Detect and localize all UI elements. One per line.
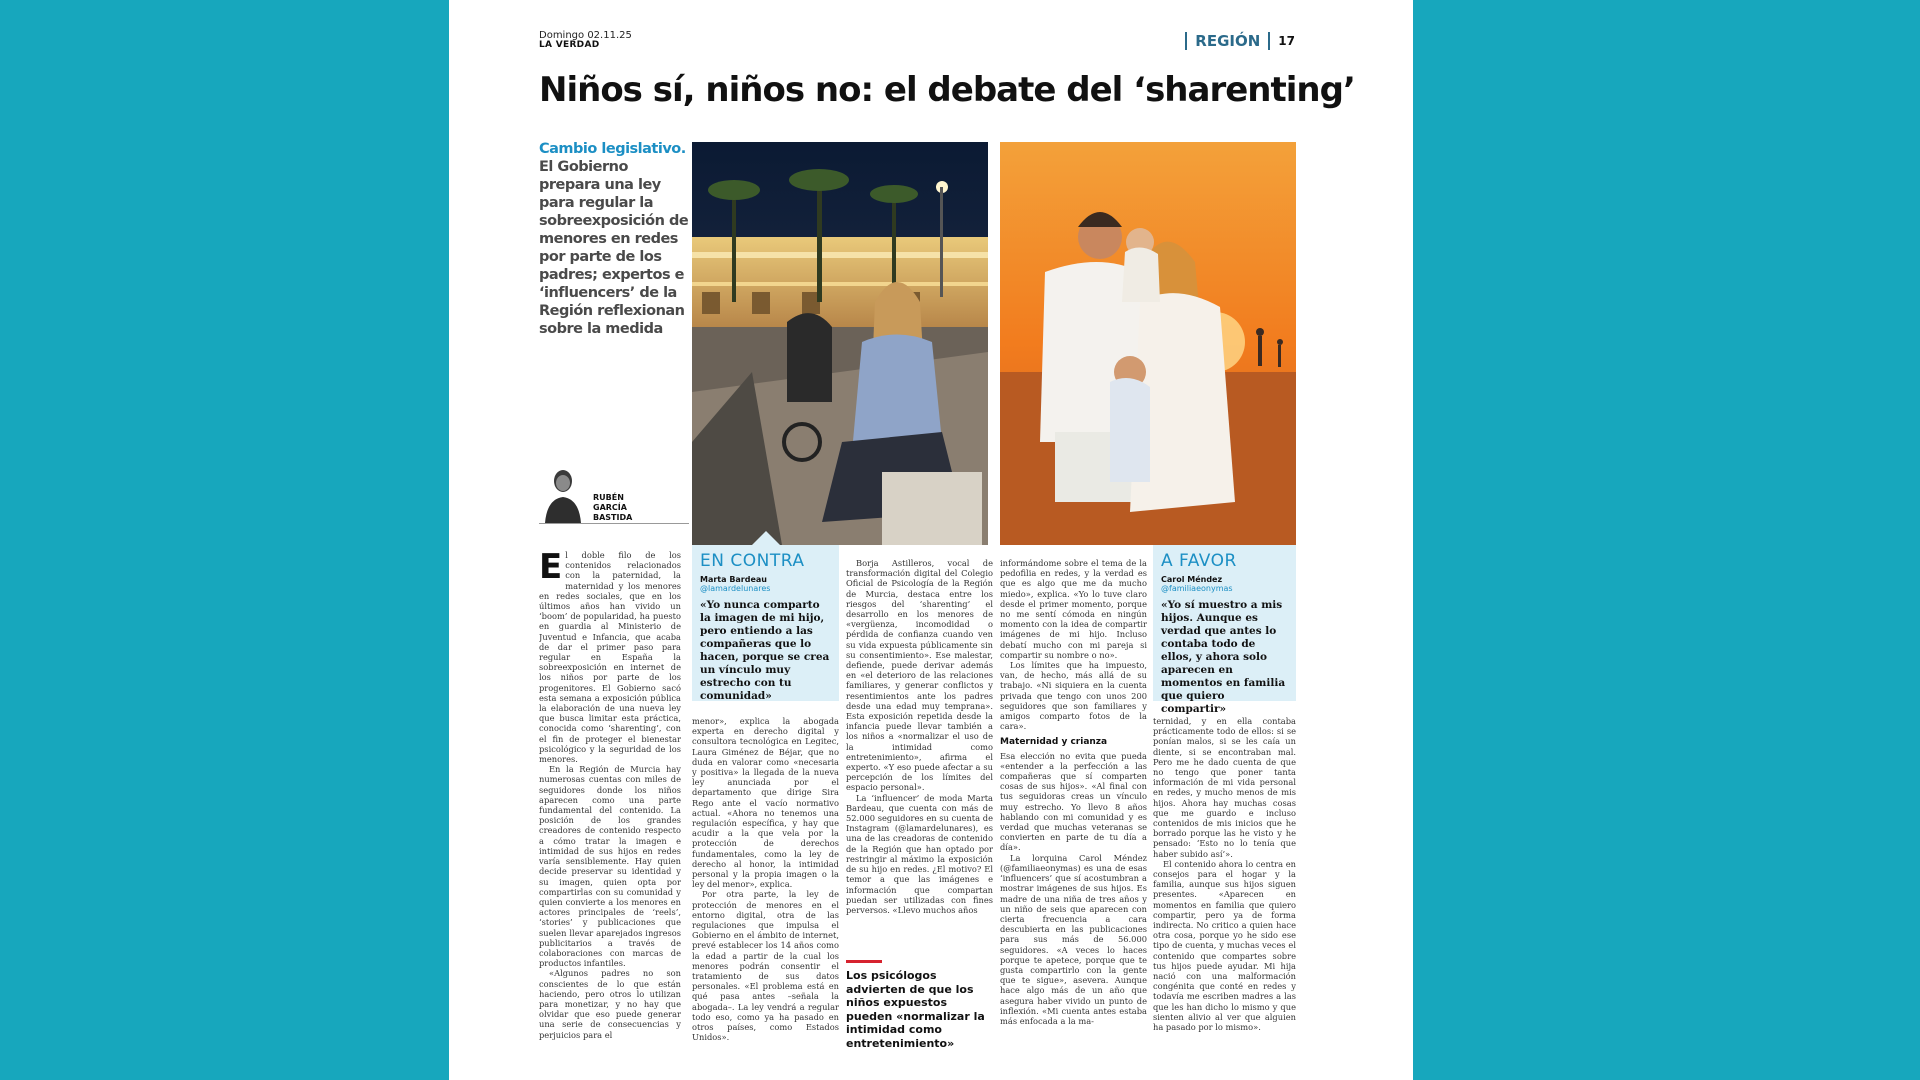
quote-favor-text: «Yo sí muestro a mis hijos. Aunque es verdad que antes lo contaba todo de ellos, y ahora solo aparecen en momentos en familia que quiero compartir» xyxy=(1161,599,1286,715)
article-paragraph: «Algunos padres no son conscientes de lo que están haciendo, pero otros lo utilizan para monetizar, y no hay que olvidar que eso puede generar una serie de consecuencias y perjuicios para el xyxy=(539,968,681,1040)
article-paragraph: ternidad, y en ella contaba prácticamente todo de ellos: si se ponían malos, si se les caía un diente, si se encontraban mal. Pero me he dado cuenta de que no tengo que poner tanta información de mi vida personal en redes, y mucho menos de mis hijos. Ahora hay muchas cosas que me guardo e incluso contenidos de mis inicios que he borrado porque las he visto y he pensado: ‘Esto no lo tenía que haber subido así’». xyxy=(1153,716,1296,859)
article-column-2 xyxy=(692,716,839,1042)
newspaper-name: LA VERDAD xyxy=(539,40,600,50)
paragraph-text: l doble filo de los contenidos relacionados con la paternidad, la maternidad y los menores en redes sociales, que en los últimos años han vivido un ‘boom’ de popularidad, ha puesto en guardia al Ministerio de Juventud e Infancia, que acaba de dar el primer paso para regular en España la sobreexposición en internet de los niños por parte de los progenitores. El Gobierno sacó esta semana a exposición pública la elaboración de una nueva ley que busca limitar esta práctica, conocida como ‘sharenting’, con el fin de proteger el bienestar psicológico y la seguridad de los menores. xyxy=(539,550,681,765)
night-promenade-image xyxy=(692,142,988,545)
quote-favor-box xyxy=(1153,545,1296,715)
article-paragraph: La lorquina Carol Méndez (@familiaeonymas) es una de esas ‘influencers’ que sí acostumbran a mostrar imágenes de sus hijos. Es madre de una niña de tres años y un niño de seis que aparecen con cierta frecuencia a cara descubierta en las publicaciones para sus más de 56.000 seguidores. «A veces lo haces porque te apetece, porque que te gusta compartirlo con la gente que te sigue», asevera. Aunque hace algo más de un año que asegura haber vivido un punto de inflexión. «Mi cuenta antes estaba más enfocada a la ma- xyxy=(1000,852,1147,1026)
lead-kicker: Cambio legislativo. xyxy=(539,141,686,157)
sunset-family-image xyxy=(1000,142,1296,545)
lead-text: El Gobierno prepara una ley para regular la sobreexposición de menores en redes por parte de los padres; expertos e ‘influencers’ de la Región reflexionan sobre la medida xyxy=(539,159,689,337)
article-paragraph: En la Región de Murcia hay numerosas cuentas con miles de seguidores donde los niños aparecen como una parte fundamental del contenido. La posición de los grandes creadores de contenido respecto a cómo tratar la imagen e intimidad de sus hijos en redes varía sensiblemente. Hay quien decide preservar su identidad y su imagen, quien opta por compartirlas con su comunidad y quien convierte a los menores en actores principales de ‘reels’, ‘stories’ y publicaciones que suelen llevar aparejados ingresos publicitarios a través de colaboraciones con marcas de productos infantiles. xyxy=(539,764,681,969)
quote-favor-handle: @familiaeonymas xyxy=(1161,584,1233,593)
quote-against-name: Marta Bardeau xyxy=(700,575,767,584)
article-paragraph: El contenido ahora lo centra en consejos para el hogar y la familia, aunque sus hijos siguen presentes. «Aparecen en momentos en familia que quiero compartir, pero ya de forma indirecta. No critico a quien hace otra cosa, porque yo he sido ese tipo de cuenta, y muchas veces el contenido que compartes sobre tus hijos puede ayudar. Mi hija nació con una malformación congénita que conté en redes y todavía me escriben madres a las que les han dicho lo mismo y que sienten alivio al ver que alguien ha pasado por lo mismo». xyxy=(1153,858,1296,1033)
article-paragraph: Los límites que ha impuesto, van, de hecho, más allá de su trabajo. «Ni siquiera en la cuenta privada que tengo con unos 200 seguidores que son familiares y amigos comparto fotos de la cara». xyxy=(1000,660,1147,732)
author-name: RUBÉN GARCÍA BASTIDA xyxy=(593,493,633,522)
quote-favor-name: Carol Méndez xyxy=(1161,575,1223,584)
quote-against-box xyxy=(692,545,839,701)
article-subhead: Maternidad y crianza xyxy=(1000,737,1108,748)
quote-against-label: EN CONTRA xyxy=(700,551,805,571)
article-paragraph: Borja Astilleros, vocal de transformación digital del Colegio Oficial de Psicología de la Región de Murcia, destaca entre los riesgos del ‘sharenting’ el desarrollo en los menores de «vergüenza, incomodidad o pérdida de confianza cuando ven su vida expuesta públicamente sin su consentimiento». Ese malestar, defiende, puede derivar además en «el deterioro de las relaciones familiares, y generar conflictos y resentimientos ante los padres desde una edad muy temprana». Esta exposición repetida desde la infancia puede llevar también a los niños a «normalizar el uso de la intimidad como entretenimiento», afirma el experto. «Y eso puede afectar a su percepción de los límites del espacio personal». xyxy=(846,558,993,793)
author-byline xyxy=(541,465,689,523)
quote-notch xyxy=(752,531,780,545)
article-paragraph: Por otra parte, la ley de protección de menores en el entorno digital, otra de las regulaciones que impulsa el Gobierno en el ámbito de internet, prevé establecer los 14 años como la edad a partir de la cual los menores podrán consentir el tratamiento de sus datos personales. «El problema está en qué pasa antes –señala la abogada–. La ley vendrá a regular todo eso, como ya ha pasado en otros países, como Estados Unidos». xyxy=(692,889,839,1042)
page-header xyxy=(539,28,1295,54)
quote-favor-label: A FAVOR xyxy=(1161,551,1237,571)
lead-summary xyxy=(539,140,689,338)
author-rule xyxy=(539,523,689,524)
article-paragraph: La ‘influencer’ de moda Marta Bardeau, que cuenta con más de 52.000 seguidores en su cuenta de Instagram (@lamardelunares), es una de las creadoras de contenido de la Región que han optado por restringir al máximo la exposición de su hijo en redes. ¿El motivo? El temor a que las imágenes e información que compartan puedan ser utilizadas con fines perversos. «Llevo muchos años xyxy=(846,792,993,915)
newspaper-page xyxy=(449,0,1413,1080)
article-paragraph: Esa elección no evita que pueda «entender a la perfección a las compañeras que sí comparten cosas de sus hijos». «Al final con tus seguidoras creas un vínculo muy estrecho. Yo llevo 8 años hablando con mi comunidad y es verdad que muchas veteranas se convierten en parte de tu día a día». xyxy=(1000,750,1147,853)
issue-date: Domingo 02.11.25 xyxy=(539,30,632,41)
article-paragraph: informándome sobre el tema de la pedofilia en redes, y la verdad es que es algo que me da mucho miedo», explica. «Yo lo tuve claro desde el primer momento, porque no me sentí cómoda en ningún momento con la idea de compartir imágenes de mi hijo. Incluso debatí mucho con mi pareja si compartir su nombre o no». xyxy=(1000,558,1147,660)
pull-quote-rule xyxy=(846,960,882,963)
pull-quote xyxy=(846,960,993,1050)
author-portrait xyxy=(541,465,585,523)
article-paragraph xyxy=(539,550,681,764)
drop-cap: E xyxy=(539,550,563,587)
photo-carol-mendez xyxy=(1000,142,1296,545)
article-column-5 xyxy=(1153,716,1296,1042)
pull-quote-text: Los psicólogos advierten de que los niños expuestos pueden «normalizar la intimidad como entretenimiento» xyxy=(846,969,985,1050)
article-column-4 xyxy=(1000,558,1147,1042)
quote-against-text: «Yo nunca comparto la imagen de mi hijo, pero entiendo a las compañeras que lo hacen, porque se crea un vínculo muy estrecho con tu comunidad» xyxy=(700,599,830,702)
section-name: REGIÓN xyxy=(1195,32,1261,50)
photo-marta-bardeau xyxy=(692,142,988,545)
headline: Niños sí, niños no: el debate del ‘sharenting’ xyxy=(539,70,1355,110)
section-marker xyxy=(1185,32,1295,50)
quote-against-handle: @lamardelunares xyxy=(700,584,771,593)
article-column-1 xyxy=(539,550,681,1042)
article-column-3 xyxy=(846,558,993,941)
article-paragraph: menor», explica la abogada experta en derecho digital y consultora tecnológica en Legitec, Laura Giménez de Béjar, que no duda en valorar como «necesaria y positiva» la llegada de la nueva ley anunciada por el departamento que dirige Sira Rego ante el vacío normativo actual. «Ahora no tenemos una regulación específica, y hay que acudir a la que vela por la protección de derechos fundamentales, como la ley de derecho al honor, la intimidad personal y la propia imagen o la ley del menor», explica. xyxy=(692,716,839,890)
page-number: 17 xyxy=(1278,34,1295,48)
